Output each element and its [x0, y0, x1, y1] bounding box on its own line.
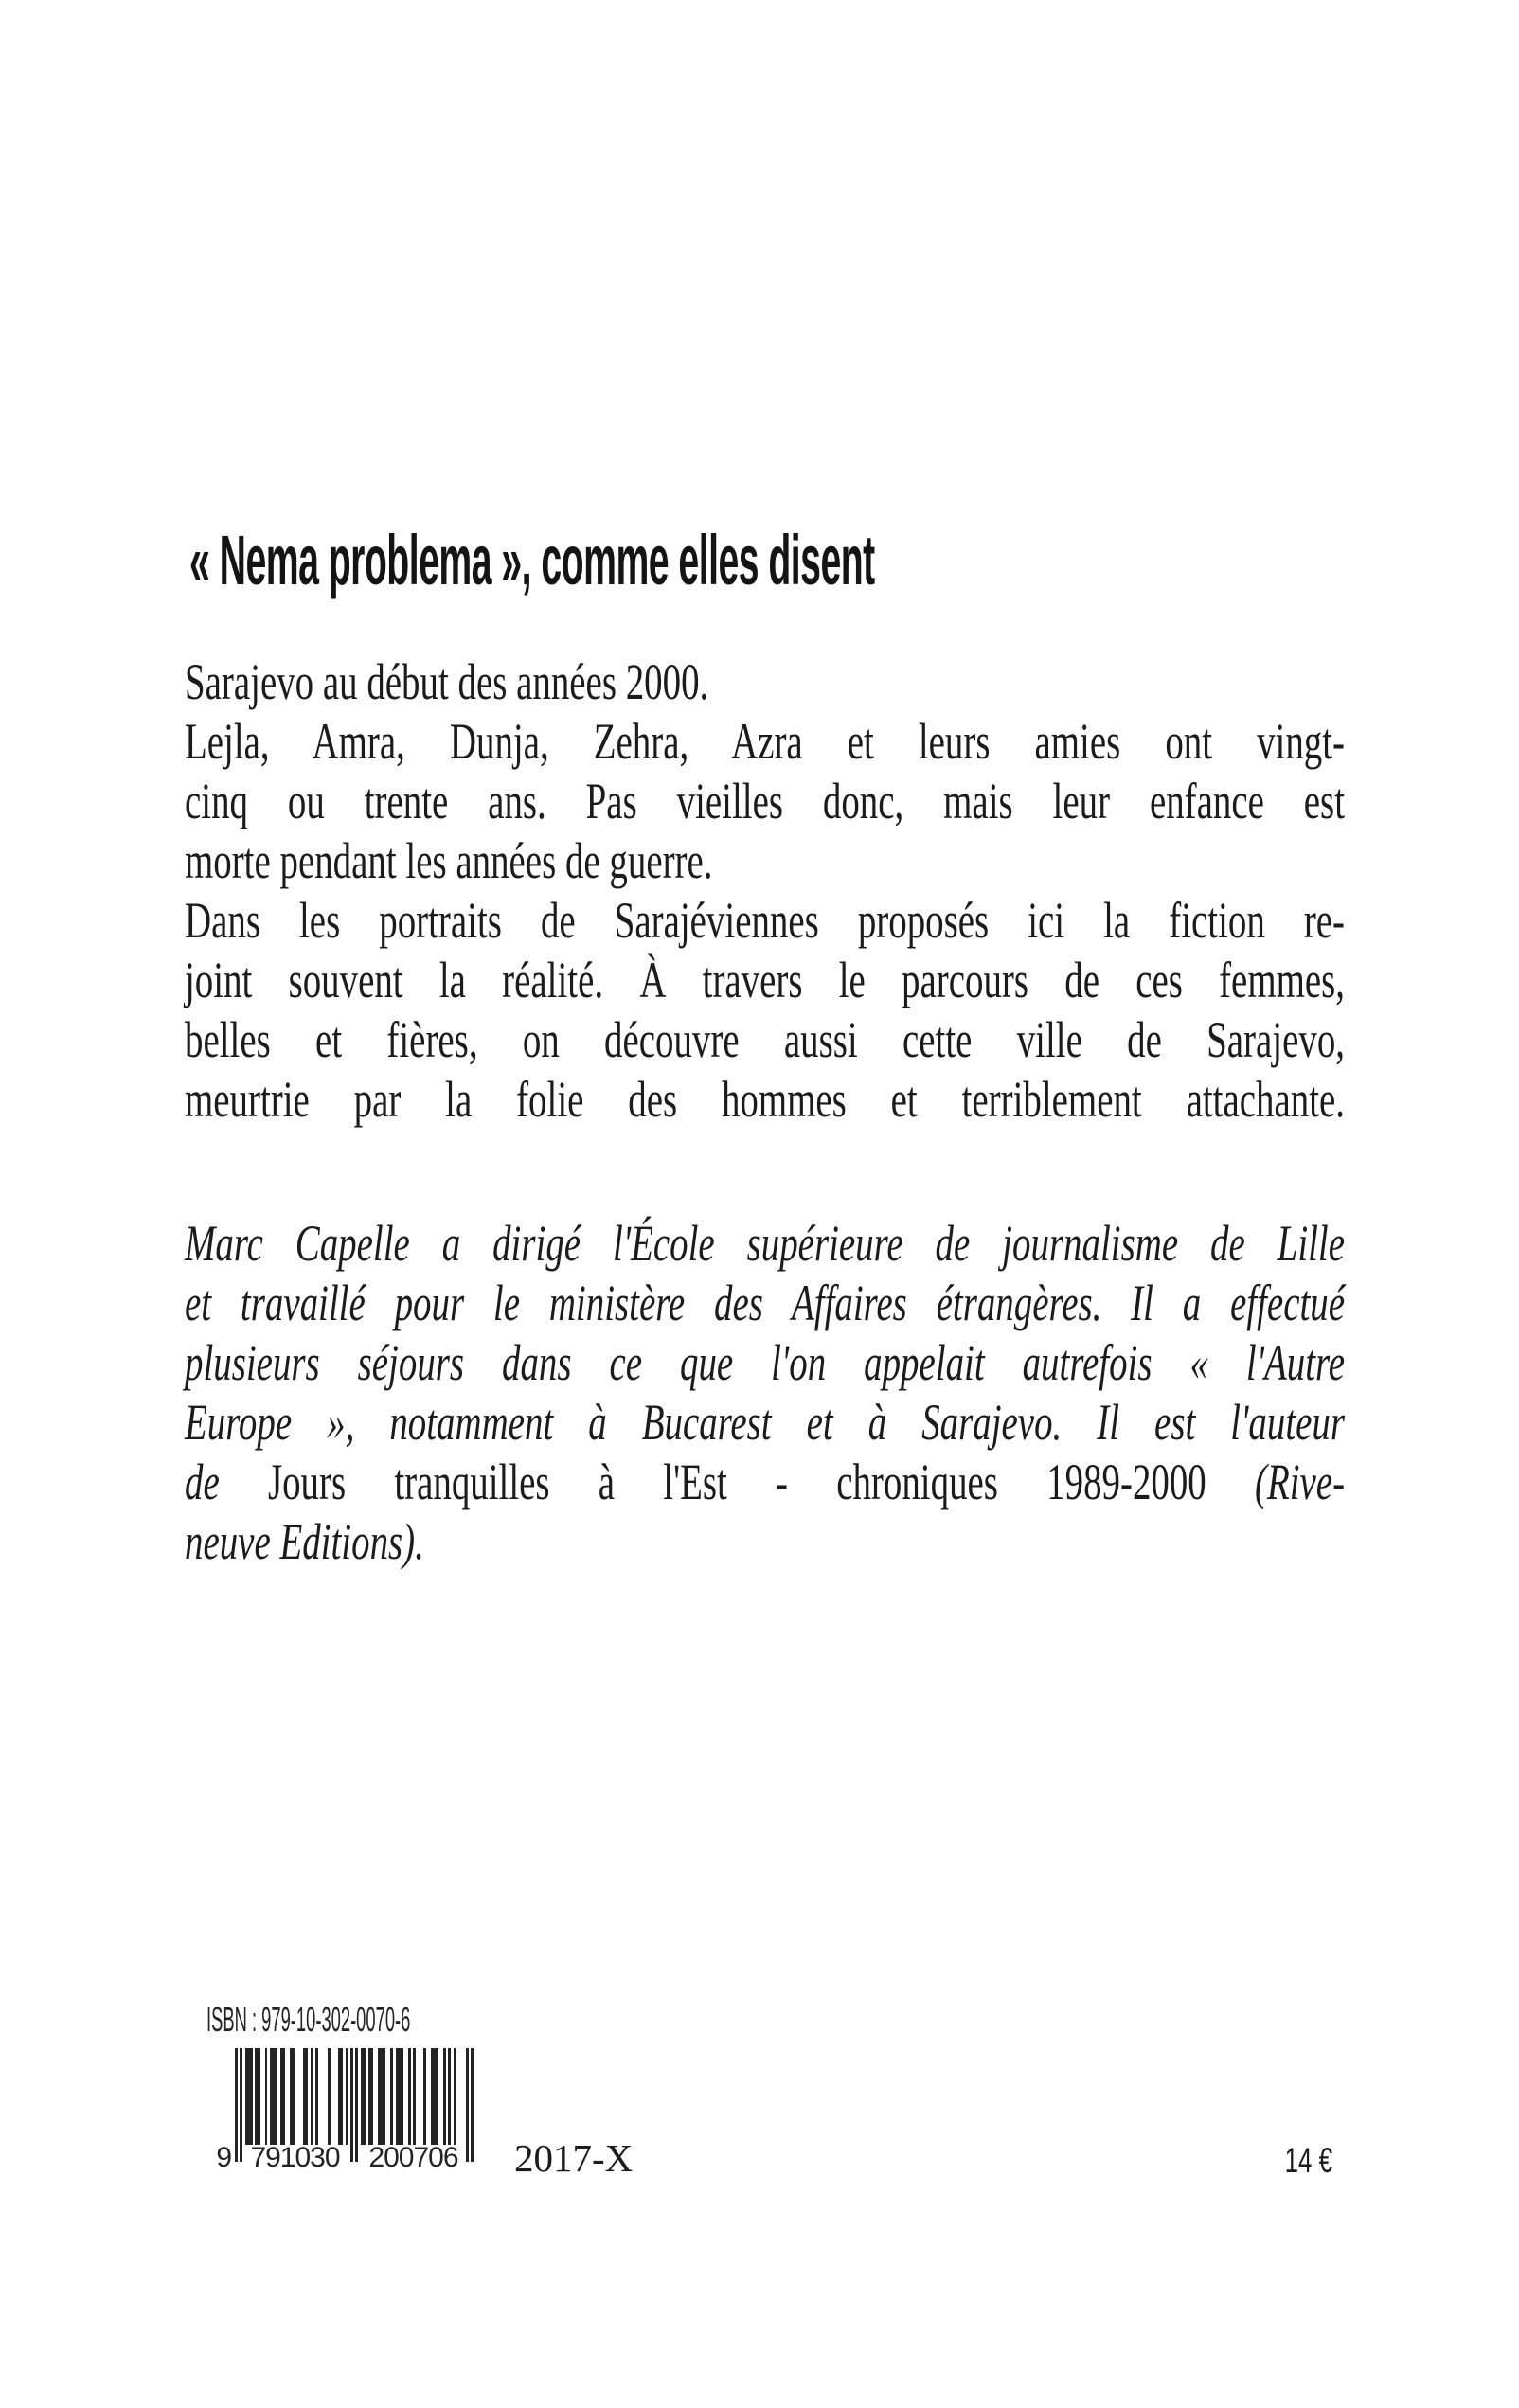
edition-code: 2017-X — [514, 2136, 634, 2180]
price: 14 € — [1284, 2141, 1332, 2180]
isbn-label: ISBN : 979-10-302-0070-6 — [206, 2000, 411, 2039]
synopsis-line: cinq ou trente ans. Pas vieilles donc, mais leur enfance est — [185, 773, 1346, 829]
barcode-digit-group: 9 — [216, 2142, 231, 2173]
page-title: « Nema problema », comme elles disent — [189, 521, 875, 599]
author-note-text: (Rive- — [1206, 1454, 1346, 1510]
author-note-line: Marc Capelle a dirigé l'École supérieure de journalisme de Lille — [185, 1215, 1346, 1272]
ean13-barcode — [216, 2048, 474, 2176]
author-note-line: et travaillé pour le ministère des Affaires étrangères. Il a effectué — [185, 1275, 1346, 1331]
synopsis-line: Sarajevo au début des années 2000. — [185, 653, 709, 710]
author-note-line: neuve Editions). — [185, 1513, 424, 1570]
barcode-digit-group: 791030 — [250, 2142, 340, 2173]
author-note-line — [185, 1453, 1345, 1512]
author-note-line: Europe », notamment à Bucarest et à Sarajevo. Il est l'auteur — [185, 1394, 1346, 1451]
synopsis-line: Lejla, Amra, Dunja, Zehra, Azra et leurs amies ont vingt- — [185, 713, 1346, 770]
synopsis-line: Dans les portraits de Sarajéviennes proposés ici la fiction re- — [185, 892, 1346, 949]
author-note-text: de — [185, 1454, 268, 1510]
synopsis-line: meurtrie par la folie des hommes et terriblement attachante. — [185, 1071, 1346, 1128]
synopsis-line: belles et fières, on découvre aussi cette ville de Sarajevo, — [185, 1011, 1346, 1068]
book-title-reference: Jours tranquilles à l'Est - chroniques 1989-2000 — [267, 1454, 1206, 1510]
author-note — [185, 1214, 1345, 1572]
synopsis-line: morte pendant les années de guerre. — [185, 832, 713, 889]
author-note-line: plusieurs séjours dans ce que l'on appelait autrefois « l'Autre — [185, 1334, 1346, 1391]
synopsis-line: joint souvent la réalité. À travers le parcours de ces femmes, — [185, 952, 1346, 1008]
synopsis — [185, 652, 1345, 1130]
barcode-digit-group: 200706 — [368, 2142, 458, 2173]
